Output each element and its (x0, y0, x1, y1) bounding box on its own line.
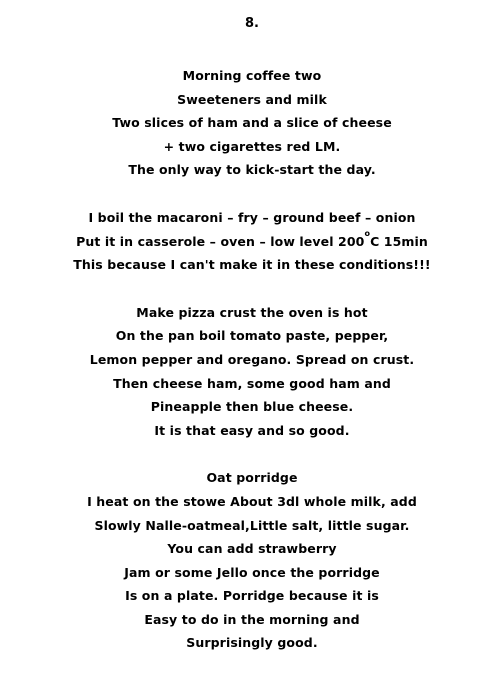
poem-line: This because I can't make it in these conditions!!! (73, 257, 431, 273)
poem-body (0, 64, 504, 679)
poem-line: I boil the macaroni – fry – ground beef – onion (88, 209, 416, 225)
poem-line: Two slices of ham and a slice of cheese (112, 115, 392, 131)
poem-line: Surprisingly good. (186, 635, 318, 651)
degree-symbol: o (364, 228, 371, 238)
poem-line: On the pan boil tomato paste, pepper, (115, 328, 389, 344)
poem-line: Easy to do in the morning and (144, 611, 360, 627)
poem-line: You can add strawberry (167, 541, 337, 557)
poem-line: Sweeteners and milk (177, 91, 327, 107)
poem-line-temperature (0, 230, 504, 254)
poem-line: Morning coffee two (182, 68, 322, 83)
stanza-pizza (0, 301, 504, 443)
poem-line: The only way to kick-start the day. (128, 162, 376, 178)
poem-line: Pineapple then blue cheese. (150, 399, 354, 415)
poem-line: Then cheese ham, some good ham and (113, 375, 391, 391)
stanza-porridge (0, 466, 504, 655)
stanza-macaroni (0, 206, 504, 277)
poem-line: + two cigarettes red LM. (163, 138, 341, 154)
poem-line: It is that easy and so good. (154, 422, 350, 438)
poem-line: I heat on the stowe About 3dl whole milk, add (87, 493, 417, 509)
poem-line: Make pizza crust the oven is hot (136, 304, 368, 320)
poem-line: Lemon pepper and oregano. Spread on crust. (89, 351, 415, 367)
poem-line: Is on a plate. Porridge because it is (125, 588, 379, 604)
poem-line: Slowly Nalle-oatmeal,Little salt, little sugar. (94, 517, 410, 533)
poem-line-text: Put it in casserole – oven – low level 200 (76, 233, 365, 249)
poem-line-text-after: C 15min (370, 233, 428, 249)
page-number: 8. (245, 16, 259, 31)
poem-line: Oat porridge (206, 470, 298, 486)
stanza-coffee (0, 64, 504, 182)
poem-line: Jam or some Jello once the porridge (124, 564, 380, 580)
